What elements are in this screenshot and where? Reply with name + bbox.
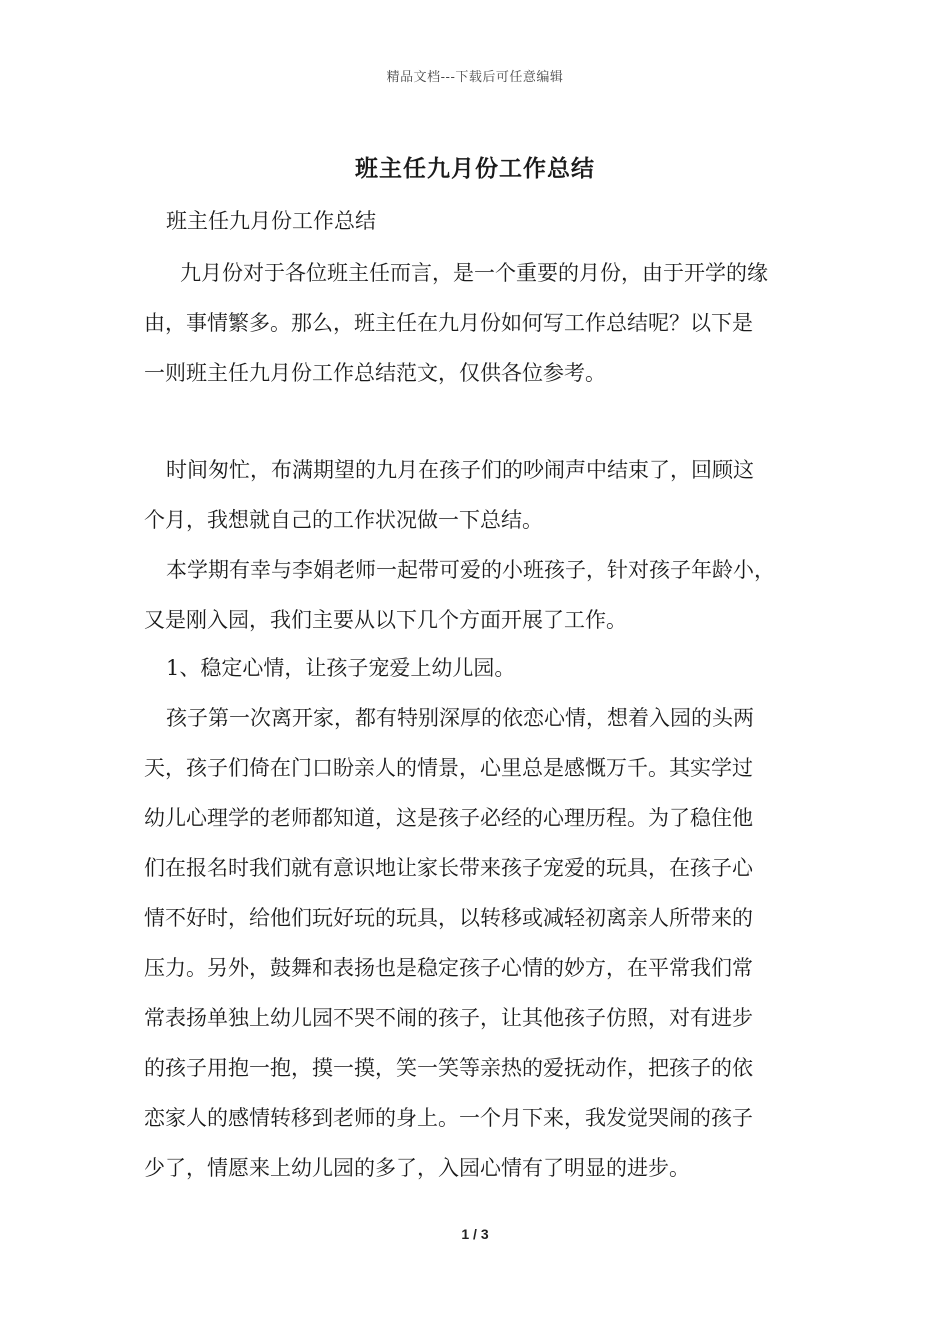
paragraph-line: 们在报名时我们就有意识地让家长带来孩子宠爱的玩具，在孩子心 <box>144 856 753 880</box>
document-title: 班主任九月份工作总结 <box>355 155 595 182</box>
paragraph-line: 九月份对于各位班主任而言，是一个重要的月份，由于开学的缘 <box>180 261 768 285</box>
paragraph-line: 一则班主任九月份工作总结范文，仅供各位参考。 <box>144 361 606 385</box>
paragraph-line: 恋家人的感情转移到老师的身上。一个月下来，我发觉哭闹的孩子 <box>144 1106 753 1130</box>
paragraph-line: 本学期有幸与李娟老师一起带可爱的小班孩子，针对孩子年龄小， <box>166 558 775 582</box>
paragraph-line: 时间匆忙，布满期望的九月在孩子们的吵闹声中结束了，回顾这 <box>166 458 754 482</box>
header-note: 精品文档---下载后可任意编辑 <box>386 70 564 85</box>
paragraph-line: 的孩子用抱一抱，摸一摸，笑一笑等亲热的爱抚动作，把孩子的依 <box>144 1056 753 1080</box>
section-heading: 1、稳定心情，让孩子宠爱上幼儿园。 <box>166 656 516 680</box>
paragraph-line: 又是刚入园，我们主要从以下几个方面开展了工作。 <box>144 608 627 632</box>
page-number: 1 / 3 <box>461 1226 489 1242</box>
paragraph-line: 压力。另外，鼓舞和表扬也是稳定孩子心情的妙方，在平常我们常 <box>144 956 753 980</box>
paragraph-line: 天，孩子们倚在门口盼亲人的情景，心里总是感慨万千。其实学过 <box>144 756 753 780</box>
paragraph-line: 少了，情愿来上幼儿园的多了，入园心情有了明显的进步。 <box>144 1156 690 1180</box>
paragraph-line: 幼儿心理学的老师都知道，这是孩子必经的心理历程。为了稳住他 <box>144 806 753 830</box>
paragraph-line: 孩子第一次离开家，都有特别深厚的依恋心情，想着入园的头两 <box>166 706 754 730</box>
paragraph-line: 常表扬单独上幼儿园不哭不闹的孩子，让其他孩子仿照，对有进步 <box>144 1006 753 1030</box>
paragraph-line: 由，事情繁多。那么，班主任在九月份如何写工作总结呢？以下是 <box>144 311 753 335</box>
paragraph-line: 情不好时，给他们玩好玩的玩具，以转移或减轻初离亲人所带来的 <box>144 906 753 930</box>
subtitle-line: 班主任九月份工作总结 <box>166 209 376 233</box>
paragraph-line: 个月，我想就自己的工作状况做一下总结。 <box>144 508 543 532</box>
